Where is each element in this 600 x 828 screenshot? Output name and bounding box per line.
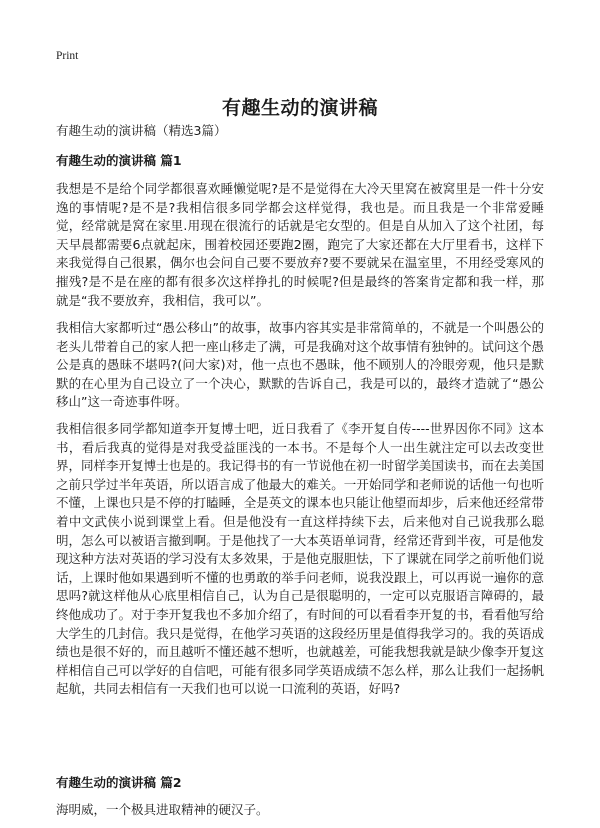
paragraph-3: 我相信很多同学都知道李开复博士吧，近日我看了《李开复自传----世界因你不同》这本书，看后我真的觉得是对我受益匪浅的一本书。不是每个人一出生就注定可以去改变世界，同样李开复博士也是的。我记得书的有一节说他在初一时留学美国读书，而在去美国之前只学过半年英语，所以语言成了他最大的难关。一开始同学和老师说的话他一句也听不懂，上课也只是不停的打瞌睡，全是英文的课本也只能让他望而却步，后来他还经常带着中文武侠小说到课堂上看。但是他没有一直这样持续下去，后来他对自己说我那么聪明，怎么可以被语言撤到啊。于是他找了一大本英语单词背，经常还背到半夜，可是他发现这种方法对英语的学习没有太多效果，于是他克服胆怯，下了课就在同学之前听他们说话，上课时他如果遇到听不懂的也勇敢的举手问老师，说我没跟上，可以再说一遍你的意思吗?就这样他从心底里相信自己，认为自己是很聪明的，一定可以克服语言障碍的，最终他成功了。对于李开复我也不多加介绍了，有时间的可以看看李开复的书，看看他写给大学生的几封信。我只是觉得，在他学习英语的这段经历里是值得我学习的。我的英语成绩也是很不好的，而且越听不懂还越不想听，也就越差，可能我想我就是缺少像李开复这样相信自己可以学好的自信吧，可能有很多同学英语成绩不怎么样，那么让我们一起扬帆起航，共同去相信有一天我们也可以说一口流利的英语，好吗? (56, 421, 544, 697)
section-heading-1: 有趣生动的演讲稿 篇1 (56, 153, 182, 168)
document-subtitle: 有趣生动的演讲稿（精选3篇） (56, 123, 227, 138)
print-link[interactable]: Print (56, 50, 79, 62)
paragraph-1: 我想是不是给个同学都很喜欢睡懒觉呢?是不是觉得在大冷天里窝在被窝里是一件十分安逸的事情呢?是不是?我相信很多同学都会这样觉得，我也是。而且我是一个非常爱睡觉，经常就是窝在家里.用现在很流行的话就是宅女型的。但是自从加入了这个社团，每天早晨都需要6点就起床，围着校园还要跑2圈，跑完了大家还都在大厅里看书，这样下来我觉得自己很累，偶尔也会问自己要不要放弃?要不要就呆在温室里，不用经受寒风的摧残?是不是在座的都有很多次这样挣扎的时候呢?但是最终的答案肯定都和我一样，那就是“我不要放弃，我相信，我可以”。 (56, 181, 544, 308)
section-heading-2: 有趣生动的演讲稿 篇2 (56, 775, 182, 790)
paragraph-4: 海明威，一个极具进取精神的硬汉子。 (56, 802, 269, 817)
paragraph-2: 我相信大家都听过“愚公移山”的故事，故事内容其实是非常简单的，不就是一个叫愚公的老头儿带着自己的家人把一座山移走了满，可是我确对这个故事情有独钟的。试问这个愚公是真的愚昧不堪吗?(问大家)对，他一点也不愚昧，他不顾别人的冷眼旁观，他只是默默的在心里为自己设立了一个决心，默默的告诉自己，我是可以的，最终才造就了“愚公移山”这一奇迹事件呀。 (56, 320, 544, 410)
page-title: 有趣生动的演讲稿 (221, 96, 378, 119)
